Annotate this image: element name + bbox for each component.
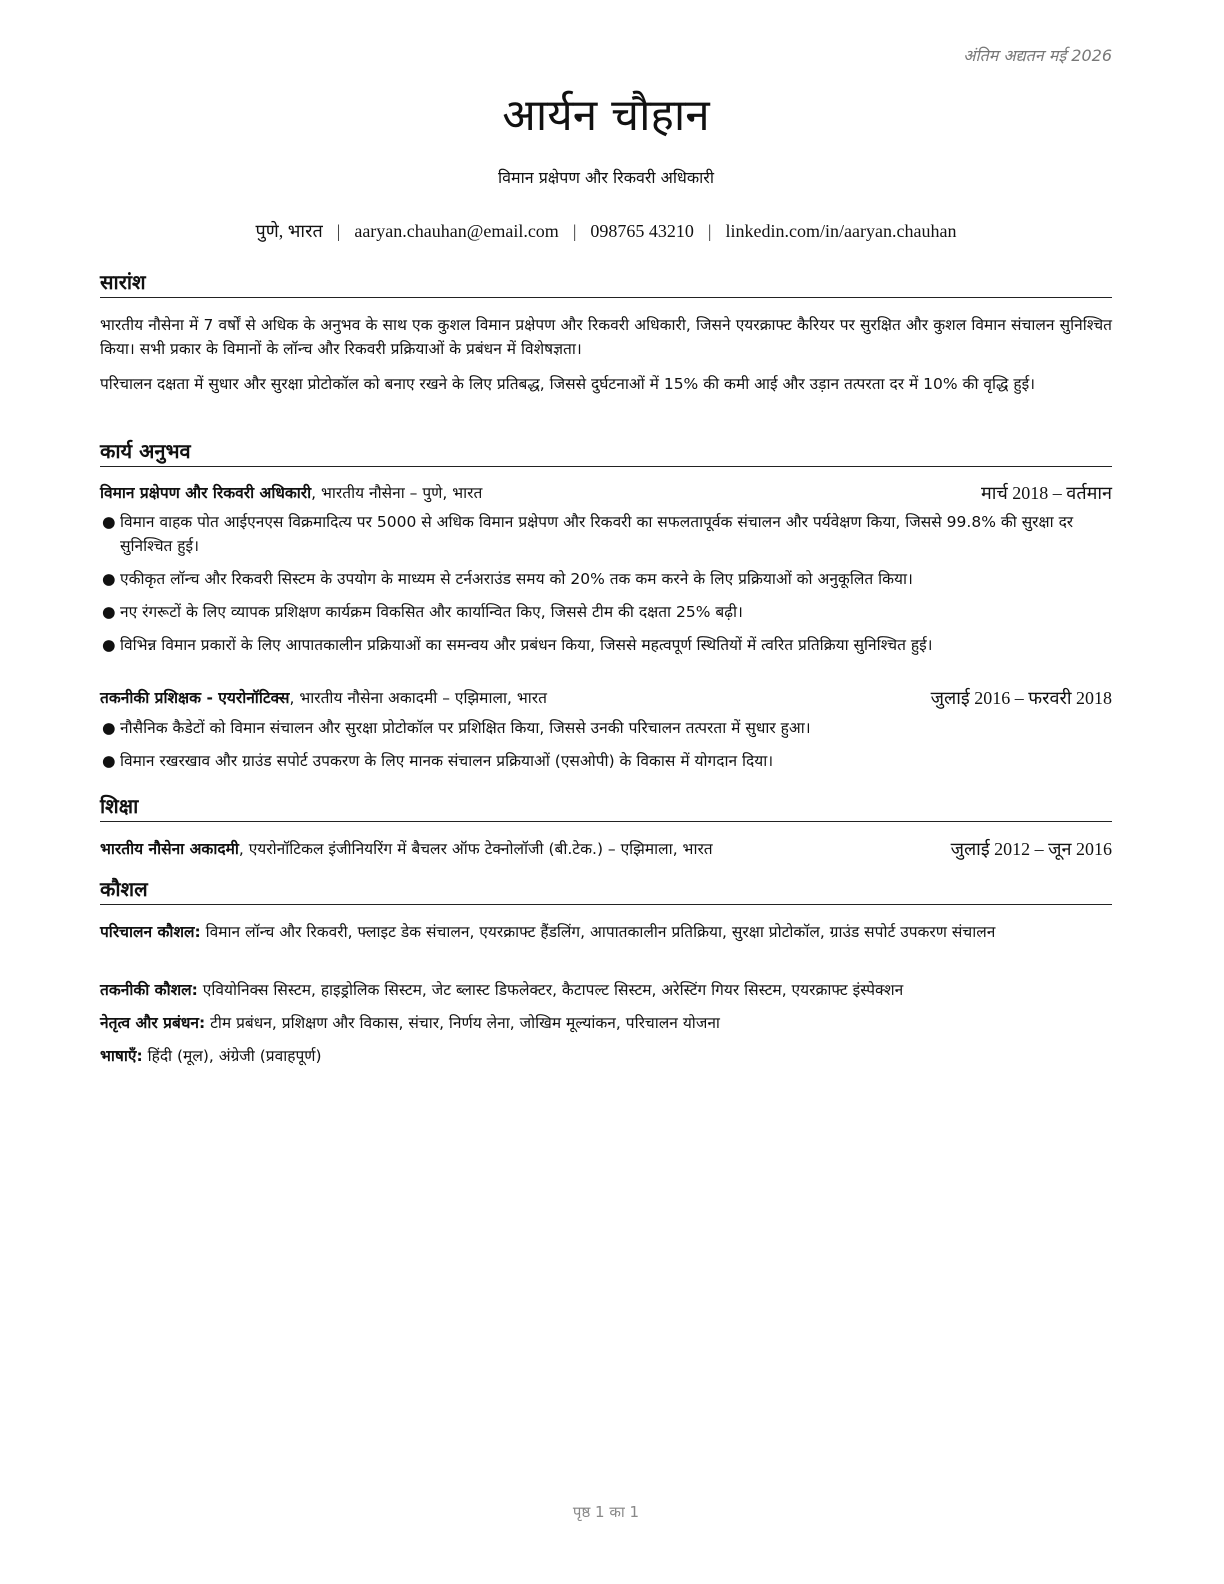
job-dates: मार्च 2018 – वर्तमान (980, 483, 1112, 503)
skill-value: टीम प्रबंधन, प्रशिक्षण और विकास, संचार, निर्णय लेना, जोखिम मूल्यांकन, परिचालन योजना (205, 1014, 720, 1032)
skill-value: विमान लॉन्च और रिकवरी, फ्लाइट डेक संचालन, एयरक्राफ्ट हैंडलिंग, आपातकालीन प्रतिक्रिया, सुरक्षा प्रोटोकॉल, ग्राउंड सपोर्ट उपकरण संचालन (200, 923, 996, 941)
skill-label: नेतृत्व और प्रबंधन: (100, 1014, 206, 1032)
contact-line (100, 218, 1112, 244)
job-header-1 (100, 481, 1112, 505)
bullet-text: एकीकृत लॉन्च और रिकवरी सिस्टम के उपयोग के माध्यम से टर्नअराउंड समय को 20% तक कम करने के लिए प्रक्रियाओं को अनुकूलित किया। (120, 570, 913, 588)
summary-heading: सारांश (100, 268, 1112, 298)
contact-location: पुणे, भारत (255, 221, 323, 241)
job-org: , भारतीय नौसेना – पुणे, भारत (311, 484, 483, 502)
list-item (100, 600, 1112, 624)
skill-label: भाषाएँ: (100, 1047, 143, 1065)
job-role: विमान प्रक्षेपण और रिकवरी अधिकारी (100, 484, 312, 502)
bullet-text: विमान वाहक पोत आईएनएस विक्रमादित्य पर 5000 से अधिक विमान प्रक्षेपण और रिकवरी का सफलतापूर्वक संचालन और पर्यवेक्षण किया, जिससे 99.8% की सुरक्षा दर सुनिश्चित हुई। (120, 513, 1074, 555)
skill-line-languages (100, 1044, 1112, 1068)
summary-paragraph-1: भारतीय नौसेना में 7 वर्षों से अधिक के अनुभव के साथ एक कुशल विमान प्रक्षेपण और रिकवरी अधिकारी, जिसने एयरक्राफ्ट कैरियर पर सुरक्षित और कुशल विमान संचालन सुनिश्चित किया। सभी प्रकार के विमानों के लॉन्च और रिकवरी प्रक्रियाओं के प्रबंधन में विशेषज्ञता। (100, 316, 1112, 358)
job-role: तकनीकी प्रशिक्षक - एयरोनॉटिक्स (100, 689, 290, 707)
skill-label: तकनीकी कौशल: (100, 981, 198, 999)
education-entry (100, 837, 1112, 861)
skill-line-operational (100, 920, 1112, 944)
skill-line-technical (100, 978, 1112, 1002)
bullet-icon: ● (102, 513, 116, 531)
bullet-icon: ● (102, 636, 116, 654)
summary-paragraph-2: परिचालन दक्षता में सुधार और सुरक्षा प्रोटोकॉल को बनाए रखने के लिए प्रतिबद्ध, जिससे दुर्घटनाओं में 15% की कमी आई और उड़ान तत्परता दर में 10% की वृद्धि हुई। (100, 375, 1036, 393)
list-item (100, 633, 1112, 657)
contact-phone[interactable]: 098765 43210 (590, 221, 694, 241)
education-detail: , एयरोनॉटिकल इंजीनियरिंग में बैचलर ऑफ टेक्नोलॉजी (बी.टेक.) – एझिमाला, भारत (238, 840, 713, 858)
experience-heading: कार्य अनुभव (100, 437, 1112, 467)
education-dates: जुलाई 2012 – जून 2016 (950, 839, 1112, 859)
skill-value: हिंदी (मूल), अंग्रेजी (प्रवाहपूर्ण) (142, 1047, 322, 1065)
candidate-name: आर्यन चौहान (502, 90, 710, 141)
education-heading: शिक्षा (100, 792, 1112, 822)
job-bullets-1 (100, 510, 1112, 666)
job-title: विमान प्रक्षेपण और रिकवरी अधिकारी (497, 168, 714, 187)
job-header-2 (100, 686, 1112, 710)
list-item (100, 567, 1112, 591)
skills-heading: कौशल (100, 875, 1112, 905)
job-dates: जुलाई 2016 – फरवरी 2018 (930, 688, 1112, 708)
bullet-text: विभिन्न विमान प्रकारों के लिए आपातकालीन प्रक्रियाओं का समन्वय और प्रबंधन किया, जिससे महत्वपूर्ण स्थितियों में त्वरित प्रतिक्रिया सुनिश्चित हुई। (120, 636, 933, 654)
job-bullets-2 (100, 716, 1112, 782)
bullet-icon: ● (102, 570, 116, 588)
page-number: पृष्ठ 1 का 1 (572, 1503, 640, 1521)
contact-separator: | (572, 221, 577, 241)
skill-label: परिचालन कौशल: (100, 923, 201, 941)
last-updated: अंतिम अद्यतन मई 2026 (963, 46, 1112, 65)
bullet-text: नौसैनिक कैडेटों को विमान संचालन और सुरक्षा प्रोटोकॉल पर प्रशिक्षित किया, जिससे उनकी परिचालन तत्परता में सुधार हुआ। (120, 719, 811, 737)
skill-line-leadership (100, 1011, 1112, 1035)
contact-separator: | (707, 221, 712, 241)
list-item (100, 749, 1112, 773)
bullet-text: नए रंगरूटों के लिए व्यापक प्रशिक्षण कार्यक्रम विकसित और कार्यान्वित किए, जिससे टीम की दक्षता 25% बढ़ी। (120, 603, 743, 621)
education-institution: भारतीय नौसेना अकादमी (100, 840, 239, 858)
resume-page (100, 0, 1112, 1584)
contact-separator: | (336, 221, 341, 241)
contact-email[interactable]: aaryan.chauhan@email.com (354, 221, 559, 241)
contact-linkedin[interactable]: linkedin.com/in/aaryan.chauhan (725, 221, 957, 241)
bullet-icon: ● (102, 752, 116, 770)
list-item (100, 716, 1112, 740)
bullet-icon: ● (102, 719, 116, 737)
skill-value: एवियोनिक्स सिस्टम, हाइड्रोलिक सिस्टम, जेट ब्लास्ट डिफलेक्टर, कैटापल्ट सिस्टम, अरेस्टिंग गियर सिस्टम, एयरक्राफ्ट इंस्पेक्शन (197, 981, 904, 999)
bullet-icon: ● (102, 603, 116, 621)
bullet-text: विमान रखरखाव और ग्राउंड सपोर्ट उपकरण के लिए मानक संचालन प्रक्रियाओं (एसओपी) के विकास में योगदान दिया। (120, 752, 774, 770)
job-org: , भारतीय नौसेना अकादमी – एझिमाला, भारत (289, 689, 547, 707)
list-item (100, 510, 1112, 558)
